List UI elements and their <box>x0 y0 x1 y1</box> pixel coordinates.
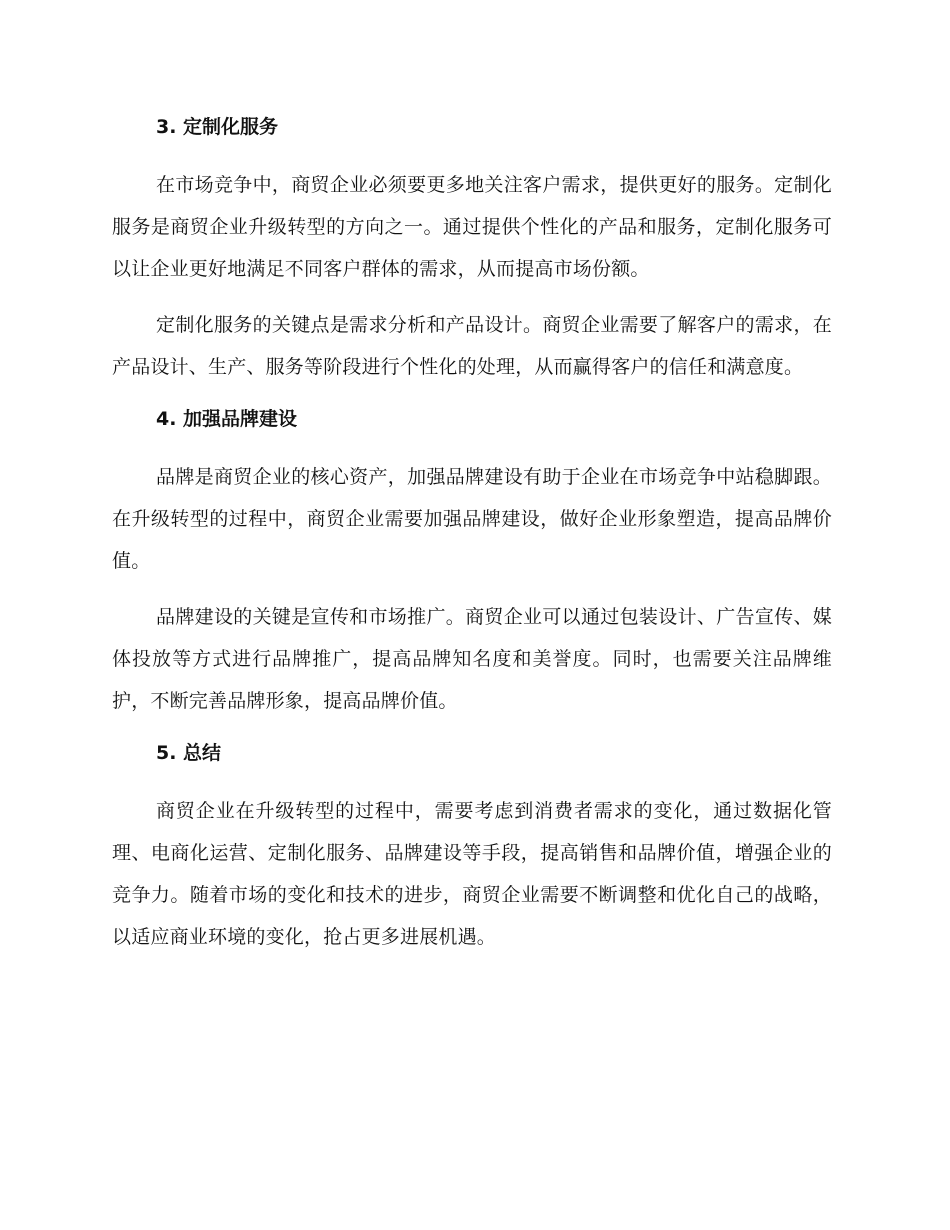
paragraph: 商贸企业在升级转型的过程中，需要考虑到消费者需求的变化，通过数据化管理、电商化运营、定制化服务、品牌建设等手段，提高销售和品牌价值，增强企业的竞争力。随着市场的变化和技术的进步，商贸企业需要不断调整和优化自己的战略，以适应商业环境的变化，抢占更多进展机遇。 <box>112 800 832 948</box>
section-summary <box>112 736 832 958</box>
section-brand-building <box>112 402 832 722</box>
paragraph: 在市场竞争中，商贸企业必须要更多地关注客户需求，提供更好的服务。定制化服务是商贸企业升级转型的方向之一。通过提供个性化的产品和服务，定制化服务可以让企业更好地满足不同客户群体的需求，从而提高市场份额。 <box>112 174 832 280</box>
paragraph: 品牌建设的关键是宣传和市场推广。商贸企业可以通过包装设计、广告宣传、媒体投放等方式进行品牌推广，提高品牌知名度和美誉度。同时，也需要关注品牌维护，不断完善品牌形象，提高品牌价值。 <box>112 606 832 712</box>
section-heading: 4. 加强品牌建设 <box>156 408 298 430</box>
section-customized-service <box>112 110 832 388</box>
section-heading: 3. 定制化服务 <box>156 116 279 138</box>
paragraph: 品牌是商贸企业的核心资产，加强品牌建设有助于企业在市场竞争中站稳脚跟。在升级转型的过程中，商贸企业需要加强品牌建设，做好企业形象塑造，提高品牌价值。 <box>112 466 832 572</box>
paragraph: 定制化服务的关键点是需求分析和产品设计。商贸企业需要了解客户的需求，在产品设计、生产、服务等阶段进行个性化的处理，从而赢得客户的信任和满意度。 <box>112 314 832 378</box>
section-heading: 5. 总结 <box>156 742 222 764</box>
document-page <box>112 110 832 972</box>
